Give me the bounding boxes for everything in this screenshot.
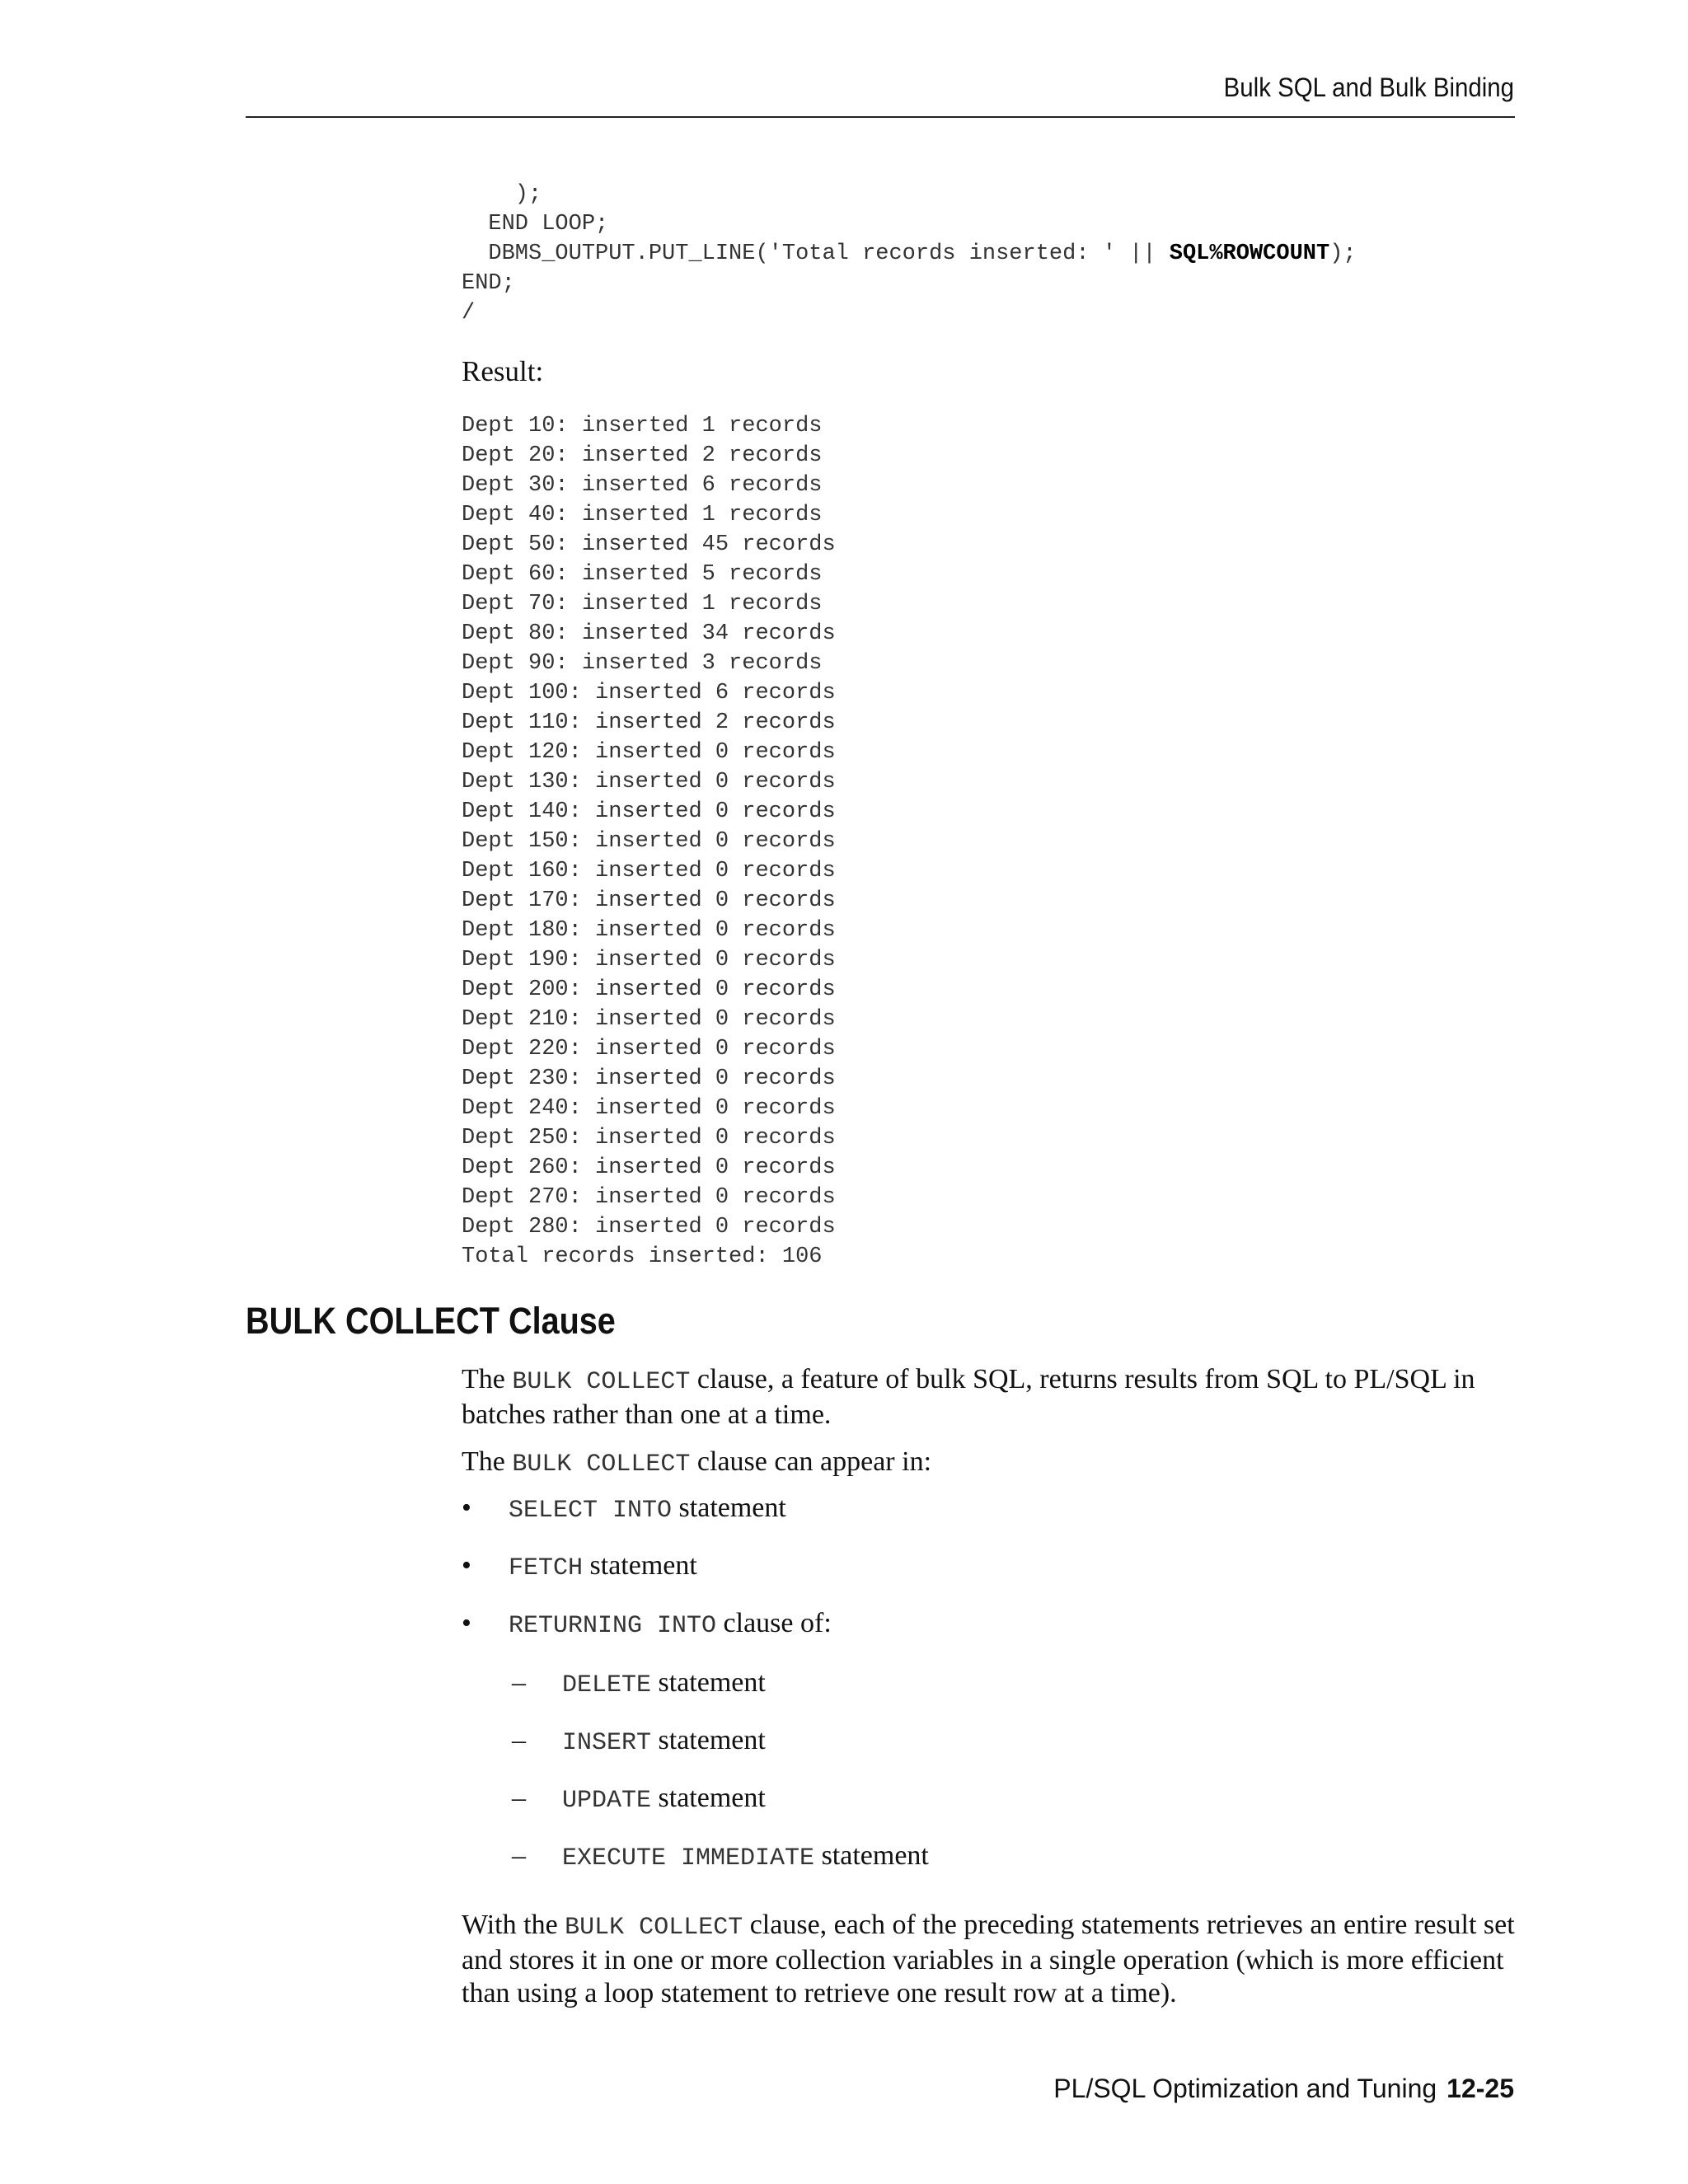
- code-line: END;: [462, 271, 515, 296]
- inline-code: RETURNING INTO: [509, 1612, 717, 1640]
- inline-code: DELETE: [562, 1671, 652, 1699]
- sub-list-item: [562, 1724, 766, 1760]
- section-heading: BULK COLLECT Clause: [246, 1300, 616, 1342]
- text: With the: [462, 1910, 565, 1940]
- inline-code: BULK COLLECT: [512, 1451, 691, 1479]
- code-text: );: [1329, 241, 1357, 266]
- inline-code: INSERT: [562, 1729, 652, 1757]
- code-line: [462, 239, 1357, 269]
- inline-code: SELECT INTO: [509, 1497, 673, 1525]
- dash-marker: –: [512, 1725, 526, 1755]
- running-header: Bulk SQL and Bulk Binding: [1223, 73, 1514, 102]
- output-line: Dept 10: inserted 1 records: [462, 414, 823, 438]
- output-line: Dept 250: inserted 0 records: [462, 1126, 836, 1151]
- text: clause, a feature of bulk SQL, returns results from SQL to PL/SQL in batches rather than one at a time.: [462, 1364, 1475, 1430]
- bullet-marker: •: [462, 1550, 471, 1581]
- output-line: Dept 180: inserted 0 records: [462, 918, 836, 943]
- list-item: [509, 1607, 832, 1643]
- output-line: Dept 270: inserted 0 records: [462, 1185, 836, 1210]
- text: statement: [651, 1783, 766, 1813]
- text: clause of:: [716, 1608, 832, 1638]
- code-example: [462, 180, 1357, 328]
- text: statement: [814, 1840, 929, 1871]
- text: statement: [651, 1667, 766, 1698]
- output-line: Dept 30: inserted 6 records: [462, 473, 823, 498]
- paragraph-intro: [462, 1363, 1525, 1432]
- paragraph-conclusion: [462, 1909, 1525, 2010]
- paragraph-appears-in: [462, 1446, 1525, 1481]
- output-line: Dept 170: inserted 0 records: [462, 888, 836, 913]
- list-item: [509, 1549, 697, 1585]
- output-line: Dept 160: inserted 0 records: [462, 859, 836, 883]
- output-line: Dept 280: inserted 0 records: [462, 1215, 836, 1240]
- code-line: );: [462, 182, 542, 207]
- dash-marker: –: [512, 1840, 526, 1871]
- output-line: Dept 230: inserted 0 records: [462, 1066, 836, 1091]
- inline-code: BULK COLLECT: [565, 1914, 743, 1942]
- output-line: Dept 110: inserted 2 records: [462, 710, 836, 735]
- text: clause can appear in:: [690, 1446, 932, 1477]
- inline-code: FETCH: [509, 1554, 584, 1582]
- output-line: Dept 50: inserted 45 records: [462, 532, 836, 557]
- sub-list-item: [562, 1782, 766, 1817]
- text: The: [462, 1364, 513, 1394]
- list-item: [509, 1492, 786, 1527]
- output-line: Dept 120: inserted 0 records: [462, 740, 836, 765]
- output-line: Dept 190: inserted 0 records: [462, 948, 836, 972]
- output-line: Dept 100: inserted 6 records: [462, 681, 836, 705]
- code-line: END LOOP;: [462, 212, 609, 237]
- inline-code: UPDATE: [562, 1787, 652, 1815]
- code-text: DBMS_OUTPUT.PUT_LINE('Total records inserted: ' ||: [462, 241, 1170, 266]
- result-label: Result:: [462, 355, 544, 387]
- output-line: Dept 220: inserted 0 records: [462, 1037, 836, 1062]
- text: statement: [672, 1493, 786, 1523]
- output-line: Dept 200: inserted 0 records: [462, 977, 836, 1002]
- output-line: Dept 60: inserted 5 records: [462, 562, 823, 587]
- code-emphasis: SQL%ROWCOUNT: [1169, 241, 1330, 266]
- bullet-marker: •: [462, 1493, 471, 1523]
- output-line: Dept 70: inserted 1 records: [462, 592, 823, 616]
- text: clause, each of the preceding statements retrieves an entire result set and stores it in one or more collection variables in a single operation (which is more efficient than using a loop statement to retrieve one result row at a time).: [462, 1910, 1515, 2008]
- output-line: Dept 240: inserted 0 records: [462, 1096, 836, 1121]
- bullet-marker: •: [462, 1608, 471, 1638]
- output-line: Dept 150: inserted 0 records: [462, 829, 836, 854]
- text: statement: [583, 1550, 697, 1581]
- output-line: Dept 40: inserted 1 records: [462, 503, 823, 527]
- output-line: Dept 260: inserted 0 records: [462, 1155, 836, 1180]
- result-output: [462, 411, 836, 1272]
- inline-code: BULK COLLECT: [512, 1368, 691, 1396]
- footer-title: PL/SQL Optimization and Tuning: [1053, 2074, 1437, 2103]
- header-rule: [246, 116, 1515, 118]
- output-line: Total records inserted: 106: [462, 1244, 823, 1269]
- output-line: Dept 140: inserted 0 records: [462, 799, 836, 824]
- text: The: [462, 1446, 513, 1477]
- code-line: /: [462, 301, 476, 326]
- dash-marker: –: [512, 1667, 526, 1698]
- output-line: Dept 20: inserted 2 records: [462, 443, 823, 468]
- inline-code: EXECUTE IMMEDIATE: [562, 1844, 815, 1872]
- output-line: Dept 80: inserted 34 records: [462, 621, 836, 646]
- output-line: Dept 90: inserted 3 records: [462, 651, 823, 676]
- dash-marker: –: [512, 1783, 526, 1813]
- sub-list-item: [562, 1666, 766, 1702]
- sub-list-item: [562, 1840, 929, 1875]
- output-line: Dept 130: inserted 0 records: [462, 770, 836, 794]
- output-line: Dept 210: inserted 0 records: [462, 1007, 836, 1032]
- text: statement: [651, 1725, 766, 1755]
- page-number: 12-25: [1447, 2074, 1514, 2103]
- running-footer: [1053, 2074, 1514, 2104]
